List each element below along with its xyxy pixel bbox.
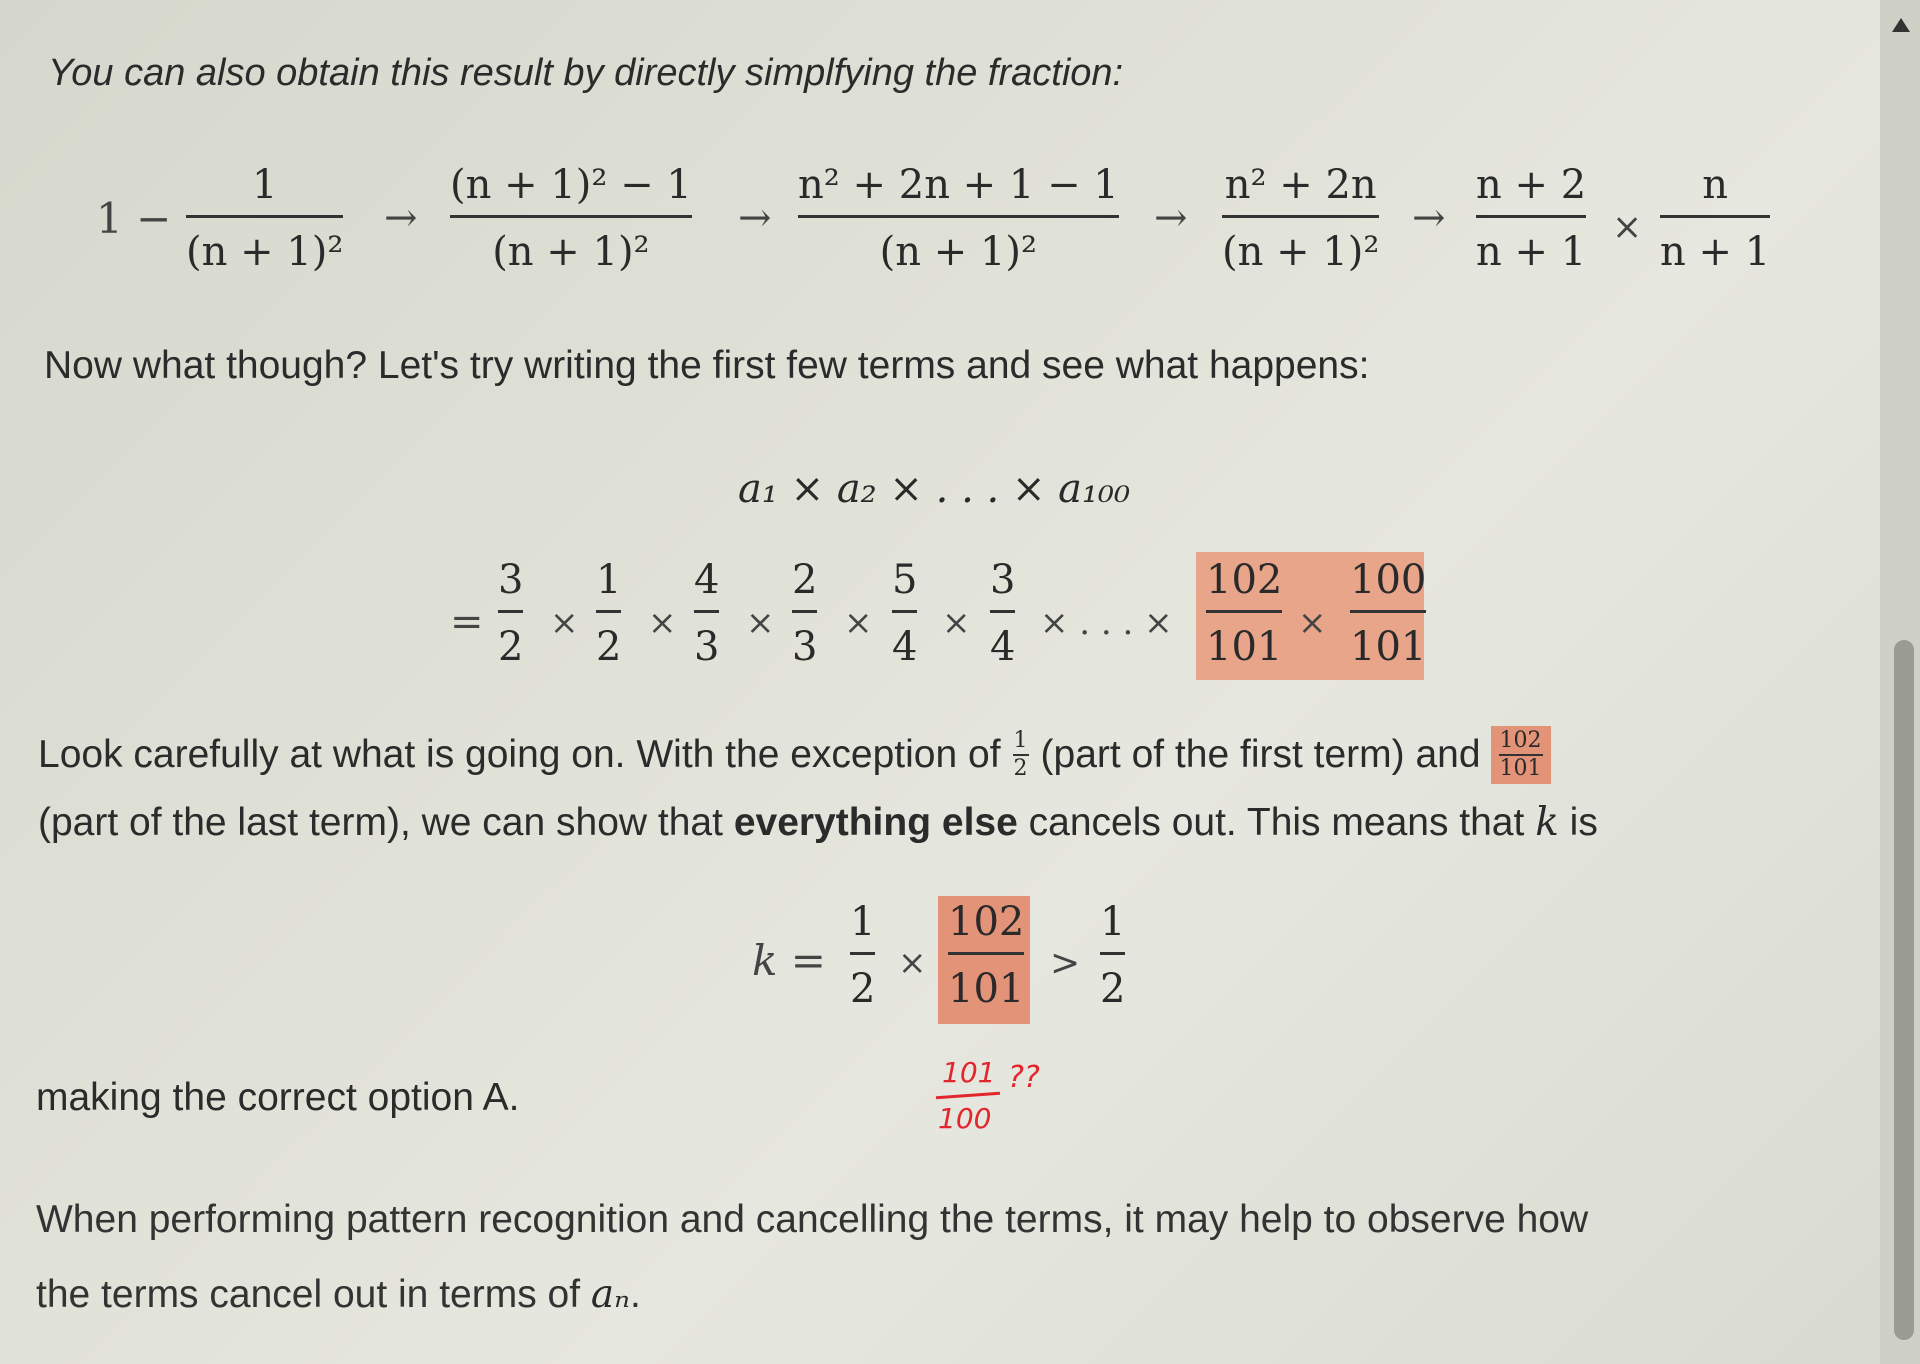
k-fraction-102-101: 102 101: [948, 899, 1025, 1012]
annotation-denominator: 100: [938, 1102, 992, 1135]
fraction-term-3: n² + 2n + 1 − 1 (n + 1)²: [798, 162, 1119, 275]
annotation-question-marks: ??: [1008, 1060, 1040, 1095]
times-4: ×: [844, 603, 873, 643]
k-times: ×: [898, 943, 927, 983]
conclusion-text: making the correct option A.: [36, 1076, 520, 1119]
product-fraction-6: 3 4: [990, 557, 1016, 670]
fraction-term-2: (n + 1)² − 1 (n + 1)²: [450, 162, 692, 275]
annotation-numerator: 101: [942, 1056, 996, 1089]
arrow-2: →: [738, 195, 772, 241]
arrow-4: →: [1412, 195, 1446, 241]
times-last: ×: [1298, 603, 1327, 643]
greater-than: >: [1050, 943, 1081, 984]
times-2: ×: [648, 603, 677, 643]
annotation-bar: [936, 1092, 1000, 1099]
k-equals: k =: [752, 936, 826, 985]
explanation-line-2: (part of the last term), we can show that everything else cancels out. This means that k is: [38, 800, 1598, 845]
product-fraction-102-101: 102 101: [1206, 557, 1283, 670]
product-fraction-2: 1 2: [596, 557, 622, 670]
k-right-half: 1 2: [1100, 899, 1126, 1012]
variable-k: k: [1535, 800, 1559, 845]
tip-line-1: When performing pattern recognition and cancelling the terms, it may help to observe how: [36, 1198, 1589, 1241]
product-expression: a₁ × a₂ × . . . × a₁₀₀: [738, 466, 1131, 512]
times-symbol: ×: [1612, 207, 1643, 248]
equals-sign: =: [450, 599, 484, 645]
k-half-fraction: 1 2: [850, 899, 876, 1012]
intro-text: You can also obtain this result by directly simplfying the fraction:: [48, 52, 1124, 94]
variable-an: aₙ: [590, 1272, 630, 1317]
tip-line-2: the terms cancel out in terms of aₙ.: [36, 1272, 641, 1317]
arrow-1: →: [384, 195, 418, 241]
explanation-line-1: Look carefully at what is going on. With the exception of 1 2 (part of the first term) and 102 101: [38, 726, 1551, 784]
product-fraction-100-101: 100 101: [1350, 557, 1427, 670]
product-fraction-5: 5 4: [892, 557, 918, 670]
scrollbar-thumb[interactable]: [1894, 640, 1914, 1340]
scroll-up-arrow-icon[interactable]: [1892, 18, 1910, 32]
times-5: ×: [942, 603, 971, 643]
one-minus: 1 −: [96, 194, 172, 243]
product-fraction-4: 2 3: [792, 557, 818, 670]
arrow-3: →: [1154, 195, 1188, 241]
inline-highlight-fraction: 102 101: [1491, 726, 1551, 784]
times-1: ×: [550, 603, 579, 643]
ellipsis-times: × . . . ×: [1040, 603, 1173, 643]
inline-half-fraction: 1 2: [1013, 728, 1028, 781]
product-fraction-1: 3 2: [498, 557, 524, 670]
fraction-term-6: n n + 1: [1660, 162, 1771, 275]
fraction-term-1: 1 (n + 1)²: [186, 162, 344, 275]
emphasis-text: everything else: [733, 801, 1018, 844]
vertical-scrollbar[interactable]: [1880, 0, 1920, 1364]
product-fraction-3: 4 3: [694, 557, 720, 670]
fraction-term-5: n + 2 n + 1: [1476, 162, 1587, 275]
fraction-term-4: n² + 2n (n + 1)²: [1222, 162, 1380, 275]
first-terms-text: Now what though? Let's try writing the first few terms and see what happens:: [44, 344, 1370, 387]
times-3: ×: [746, 603, 775, 643]
